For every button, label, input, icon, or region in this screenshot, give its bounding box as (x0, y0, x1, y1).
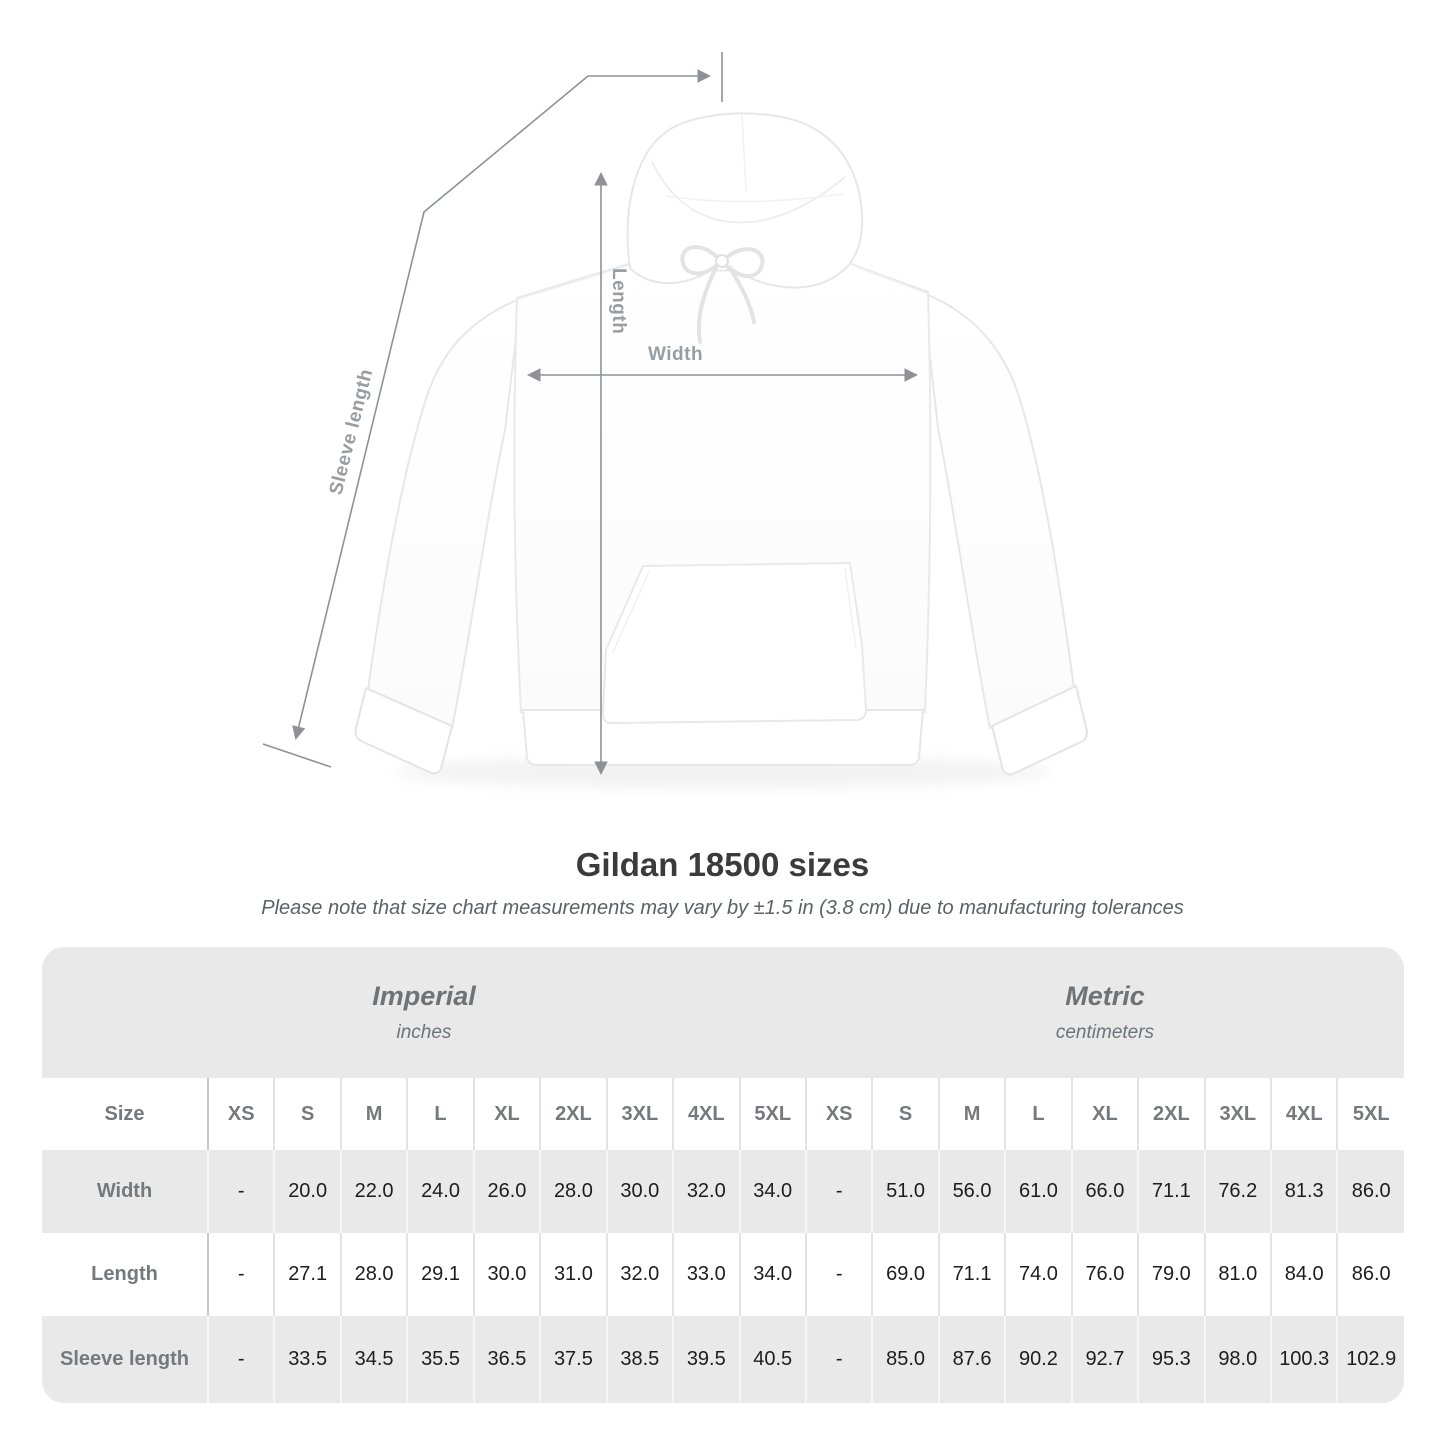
row-label: Sleeve length (42, 1316, 208, 1403)
size-value-cell: 28.0 (341, 1233, 407, 1316)
drawstring-knot (716, 255, 728, 267)
size-value-cell: 92.7 (1072, 1316, 1138, 1403)
size-value-cell: - (806, 1150, 872, 1233)
size-value-cell: 35.5 (407, 1316, 473, 1403)
size-value-cell: 69.0 (872, 1233, 938, 1316)
size-value-cell: - (806, 1316, 872, 1403)
imperial-header-cell (42, 947, 806, 1078)
size-value-cell: 30.0 (474, 1233, 540, 1316)
size-col-header: L (1005, 1078, 1071, 1150)
size-value-cell: 56.0 (939, 1150, 1005, 1233)
size-table-container (42, 947, 1404, 1403)
size-col-header: 5XL (1337, 1078, 1404, 1150)
size-value-cell: 34.5 (341, 1316, 407, 1403)
size-value-cell: 86.0 (1337, 1150, 1404, 1233)
size-value-cell: 28.0 (540, 1150, 606, 1233)
size-table (42, 947, 1404, 1403)
size-col-header: S (274, 1078, 340, 1150)
size-value-cell: - (208, 1233, 274, 1316)
size-value-cell: 24.0 (407, 1150, 473, 1233)
size-value-cell: 29.1 (407, 1233, 473, 1316)
size-value-cell: - (806, 1233, 872, 1316)
size-value-cell: 79.0 (1138, 1233, 1204, 1316)
size-col-header: M (341, 1078, 407, 1150)
size-value-cell: 81.3 (1271, 1150, 1337, 1233)
size-col-header: S (872, 1078, 938, 1150)
left-sleeve (368, 300, 517, 728)
right-sleeve (927, 295, 1074, 728)
sleeve-cuff-tick (263, 744, 331, 767)
size-value-cell: 31.0 (540, 1233, 606, 1316)
row-label: Length (42, 1233, 208, 1316)
row-label: Width (42, 1150, 208, 1233)
size-col-header: L (407, 1078, 473, 1150)
metric-label: Metric (1065, 981, 1145, 1011)
size-value-cell: 100.3 (1271, 1316, 1337, 1403)
size-col-header: 2XL (540, 1078, 606, 1150)
size-value-cell: 40.5 (740, 1316, 806, 1403)
size-col-header: 4XL (673, 1078, 739, 1150)
size-value-cell: - (208, 1316, 274, 1403)
table-row-sleeve-length (42, 1316, 1404, 1403)
sleeve-length-label: Sleeve length (325, 366, 378, 498)
size-value-cell: 32.0 (673, 1150, 739, 1233)
size-value-cell: 95.3 (1138, 1316, 1204, 1403)
size-value-cell: 51.0 (872, 1150, 938, 1233)
size-value-cell: 39.5 (673, 1316, 739, 1403)
size-value-cell: 32.0 (607, 1233, 673, 1316)
size-value-cell: 22.0 (341, 1150, 407, 1233)
hood (628, 113, 862, 287)
page-title: Gildan 18500 sizes (575, 846, 870, 883)
length-label: Length (608, 268, 629, 335)
size-value-cell: - (208, 1150, 274, 1233)
size-col-header: XS (208, 1078, 274, 1150)
size-value-cell: 30.0 (607, 1150, 673, 1233)
metric-header-cell (806, 947, 1404, 1078)
size-header-row (42, 1078, 1404, 1150)
width-label: Width (648, 344, 704, 365)
size-value-cell: 34.0 (740, 1233, 806, 1316)
size-value-cell: 26.0 (474, 1150, 540, 1233)
size-value-cell: 102.9 (1337, 1316, 1404, 1403)
size-value-cell: 84.0 (1271, 1233, 1337, 1316)
size-value-cell: 76.0 (1072, 1233, 1138, 1316)
size-col-header: 2XL (1138, 1078, 1204, 1150)
size-col-header: XL (474, 1078, 540, 1150)
size-value-cell: 71.1 (939, 1233, 1005, 1316)
size-col-header: 3XL (1205, 1078, 1271, 1150)
hoodie-garment (356, 113, 1087, 774)
size-value-cell: 76.2 (1205, 1150, 1271, 1233)
size-value-cell: 33.5 (274, 1316, 340, 1403)
size-col-header: 4XL (1271, 1078, 1337, 1150)
size-value-cell: 90.2 (1005, 1316, 1071, 1403)
size-col-header: M (939, 1078, 1005, 1150)
size-corner-label: Size (42, 1078, 208, 1150)
size-value-cell: 36.5 (474, 1316, 540, 1403)
size-value-cell: 38.5 (607, 1316, 673, 1403)
size-value-cell: 27.1 (274, 1233, 340, 1316)
size-value-cell: 86.0 (1337, 1233, 1404, 1316)
size-value-cell: 34.0 (740, 1150, 806, 1233)
size-value-cell: 33.0 (673, 1233, 739, 1316)
size-col-header: 3XL (607, 1078, 673, 1150)
table-row-length (42, 1233, 1404, 1316)
size-value-cell: 37.5 (540, 1316, 606, 1403)
imperial-label: Imperial (372, 981, 476, 1011)
metric-unit: centimeters (1055, 1022, 1155, 1043)
size-col-header: XL (1072, 1078, 1138, 1150)
size-value-cell: 98.0 (1205, 1316, 1271, 1403)
size-value-cell: 81.0 (1205, 1233, 1271, 1316)
size-col-header: XS (806, 1078, 872, 1150)
unit-group-header-row (42, 947, 1404, 1078)
table-row-width (42, 1150, 1404, 1233)
size-value-cell: 85.0 (872, 1316, 938, 1403)
size-value-cell: 61.0 (1005, 1150, 1071, 1233)
size-col-header: 5XL (740, 1078, 806, 1150)
size-value-cell: 66.0 (1072, 1150, 1138, 1233)
size-value-cell: 20.0 (274, 1150, 340, 1233)
size-value-cell: 87.6 (939, 1316, 1005, 1403)
imperial-unit: inches (396, 1022, 452, 1043)
size-value-cell: 74.0 (1005, 1233, 1071, 1316)
tolerance-note: Please note that size chart measurements may vary by ±1.5 in (3.8 cm) due to manufacturing tolerances (261, 897, 1184, 919)
size-value-cell: 71.1 (1138, 1150, 1204, 1233)
